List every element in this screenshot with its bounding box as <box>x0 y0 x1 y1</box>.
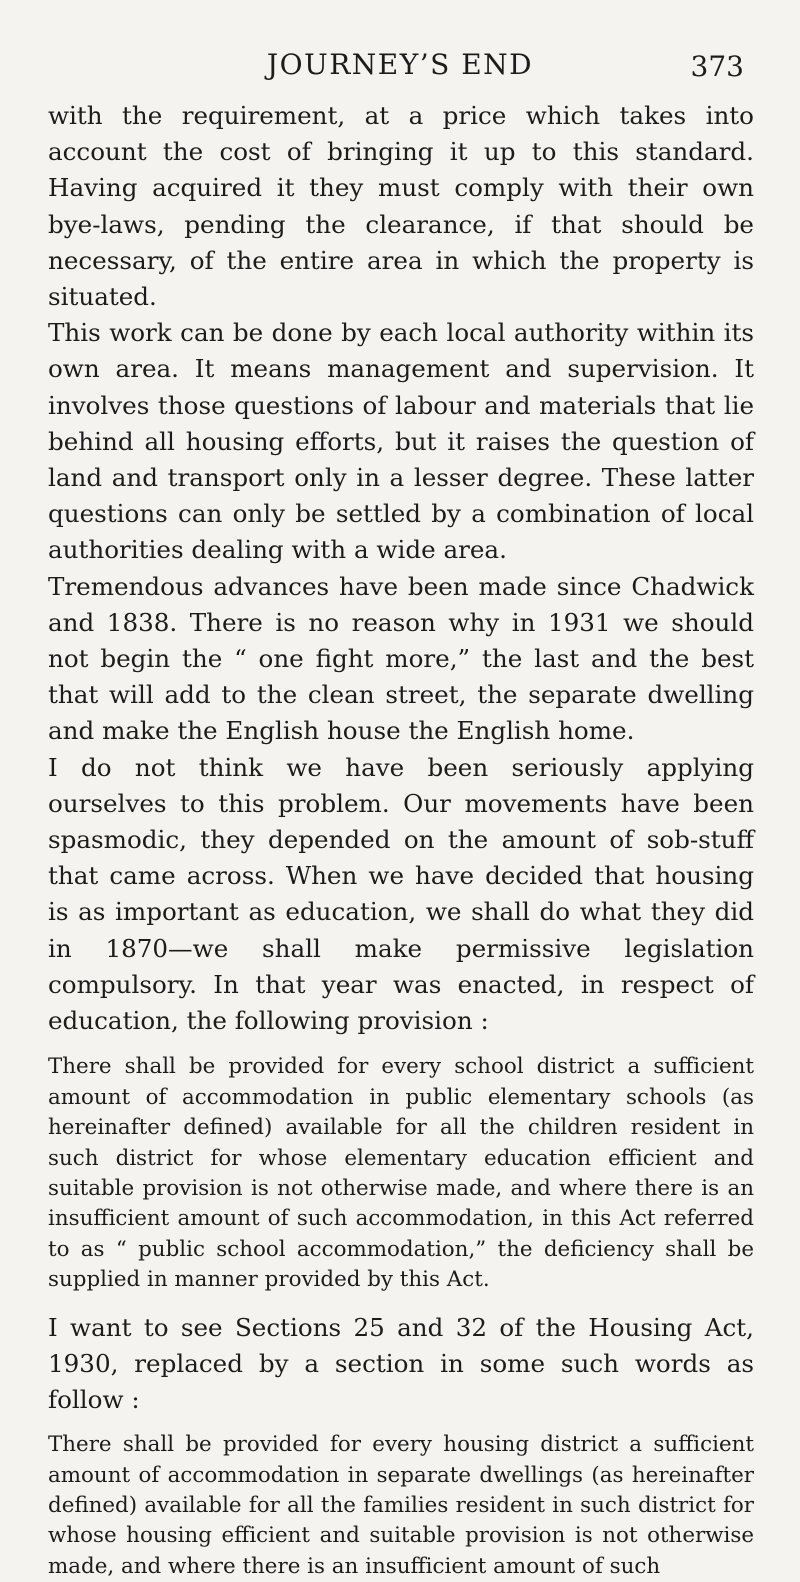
page-number: 373 <box>690 50 744 83</box>
body-text <box>48 98 754 1582</box>
page-header <box>0 48 800 88</box>
paragraph-1: with the requirement, at a price which takes into account the cost of bringing it up to this standard. Having acquired it they must comply with their own bye-laws, pending the clearance, if that should be necessary, of the entire area in which the property is situated. <box>48 101 754 312</box>
block-quote-housing: There shall be provided for every housing district a sufficient amount of accommodation in separate dwellings (as hereinafter defined) available for all the families resident in such district for whose housing efficient and suitable provision is not otherwise made, and where there is an insufficient amount of such <box>48 1432 754 1579</box>
paragraph-5: I want to see Sections 25 and 32 of the Housing Act, 1930, replaced by a section in some such words as follow : <box>48 1312 754 1414</box>
paragraph-3: Tremendous advances have been made since Chadwick and 1838. There is no reason why in 1931 we should not begin the “ one fight more,” the last and the best that will add to the clean street, the separate dwelling and make the English house the English home. <box>48 571 754 746</box>
paragraph-4: I do not think we have been seriously applying ourselves to this problem. Our movements have been spasmodic, they depended on the amount of sob-stuff that came across. When we have decided that housing is as important as education, we shall do what they did in 1870—we shall make permissive legislation compulsory. In that year was enacted, in respect of education, the following provision : <box>48 752 754 1036</box>
paragraph-2: This work can be done by each local authority within its own area. It means management and supervision. It involves those questions of labour and materials that lie behind all housing efforts, but it raises the question of land and transport only in a lesser degree. These latter questions can only be settled by a combination of local authorities dealing with a wide area. <box>48 318 754 565</box>
block-quote-education: There shall be provided for every school district a sufficient amount of accommodation in public elementary schools (as hereinafter defined) available for all the children resident in such district for whose elementary education efficient and suitable provision is not otherwise made, and where there is an insufficient amount of such accommodation, in this Act referred to as “ public school accommodation,” the deficiency shall be supplied in manner provided by this Act. <box>48 1054 754 1293</box>
running-head: JOURNEY’S END <box>266 48 534 81</box>
